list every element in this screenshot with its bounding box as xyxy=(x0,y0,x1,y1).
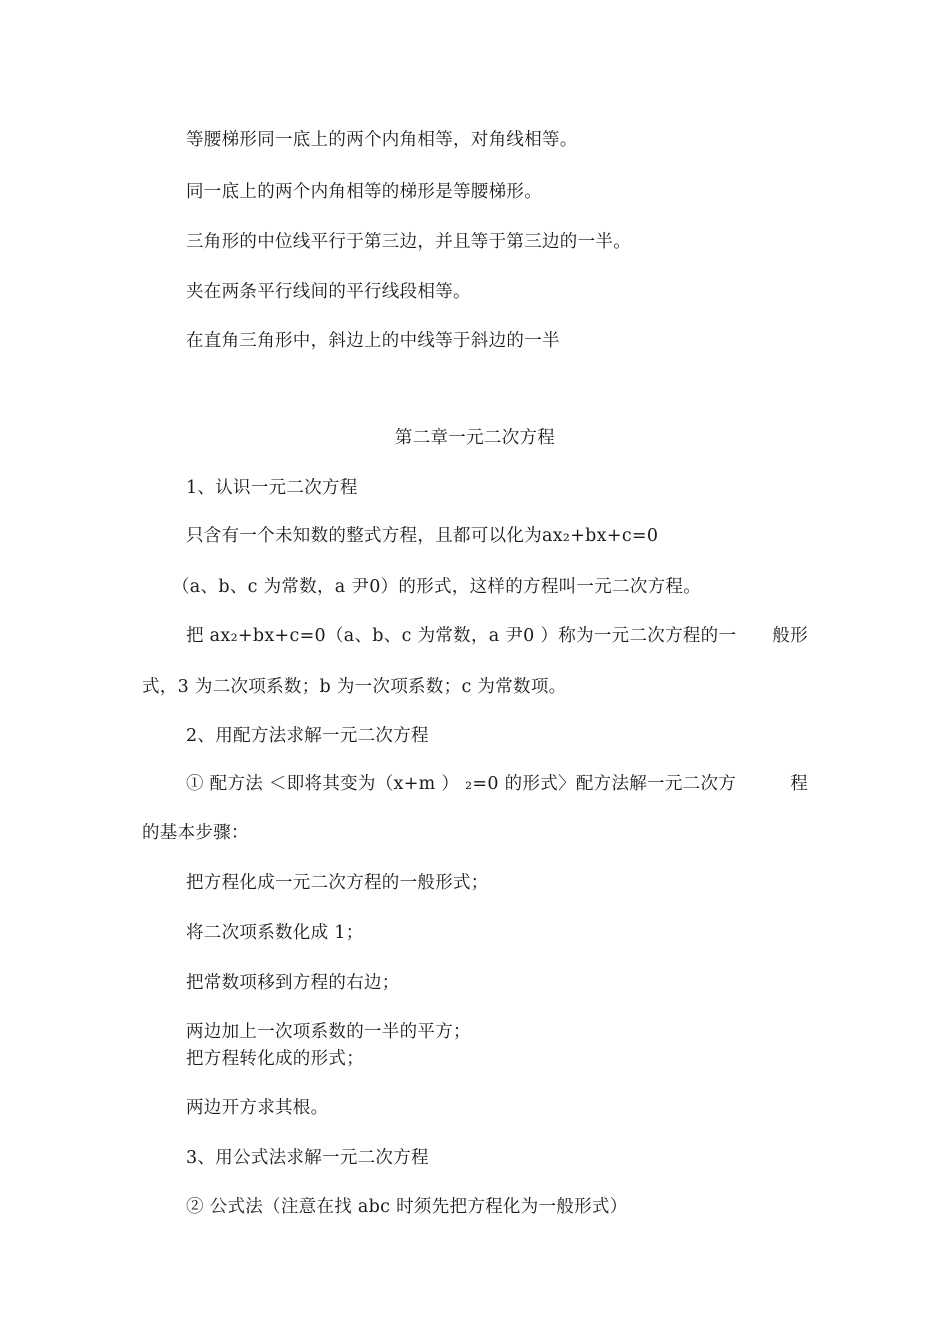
theorem-isosceles-trapezoid-criterion: 同一底上的两个内角相等的梯形是等腰梯形。 xyxy=(186,182,542,202)
section-heading-3: 3、用公式法求解一元二次方程 xyxy=(186,1148,429,1168)
completing-square-tail: 程 xyxy=(790,774,808,794)
step-1: 把方程化成一元二次方程的一般形式； xyxy=(186,873,489,893)
theorem-midline: 三角形的中位线平行于第三边，并且等于第三边的一半。 xyxy=(186,232,631,252)
general-form-text: 把 ax₂+bx+c=0（a、b、c 为常数，a 尹0 ）称为一元二次方程的一 xyxy=(186,626,737,646)
theorem-parallel-segments: 夹在两条平行线间的平行线段相等。 xyxy=(186,282,471,302)
general-form-line xyxy=(186,625,808,647)
step-2: 将二次项系数化成 1； xyxy=(186,923,364,943)
step-5: 把方程转化成的形式； xyxy=(186,1049,364,1069)
general-form-tail: 般形 xyxy=(772,626,808,646)
section-heading-1: 1、认识一元二次方程 xyxy=(186,478,358,498)
step-3: 把常数项移到方程的右边； xyxy=(186,973,400,993)
definition-line-2: （a、b、c 为常数，a 尹0）的形式，这样的方程叫一元二次方程。 xyxy=(172,577,702,597)
section-heading-2: 2、用配方法求解一元二次方程 xyxy=(186,726,429,746)
step-4: 两边加上一次项系数的一半的平方； xyxy=(186,1022,471,1042)
completing-square-continuation: 的基本步骤： xyxy=(142,823,249,843)
completing-square-text: ① 配方法 ＜即将其变为（x+m ） ₂=0 的形式〉配方法解一元二次方 xyxy=(186,774,737,794)
completing-square-line xyxy=(186,773,808,795)
definition-line-1: 只含有一个未知数的整式方程，且都可以化为ax₂+bx+c=0 xyxy=(186,526,659,546)
theorem-isosceles-trapezoid-angles: 等腰梯形同一底上的两个内角相等，对角线相等。 xyxy=(186,130,578,150)
formula-method-line: ② 公式法（注意在找 abc 时须先把方程化为一般形式） xyxy=(186,1197,628,1217)
general-form-continuation: 式，3 为二次项系数；b 为一次项系数；c 为常数项。 xyxy=(142,677,567,697)
theorem-right-triangle-median: 在直角三角形中，斜边上的中线等于斜边的一半 xyxy=(186,331,560,351)
chapter-title: 第二章一元二次方程 xyxy=(394,428,556,448)
step-6: 两边开方求其根。 xyxy=(186,1098,329,1118)
